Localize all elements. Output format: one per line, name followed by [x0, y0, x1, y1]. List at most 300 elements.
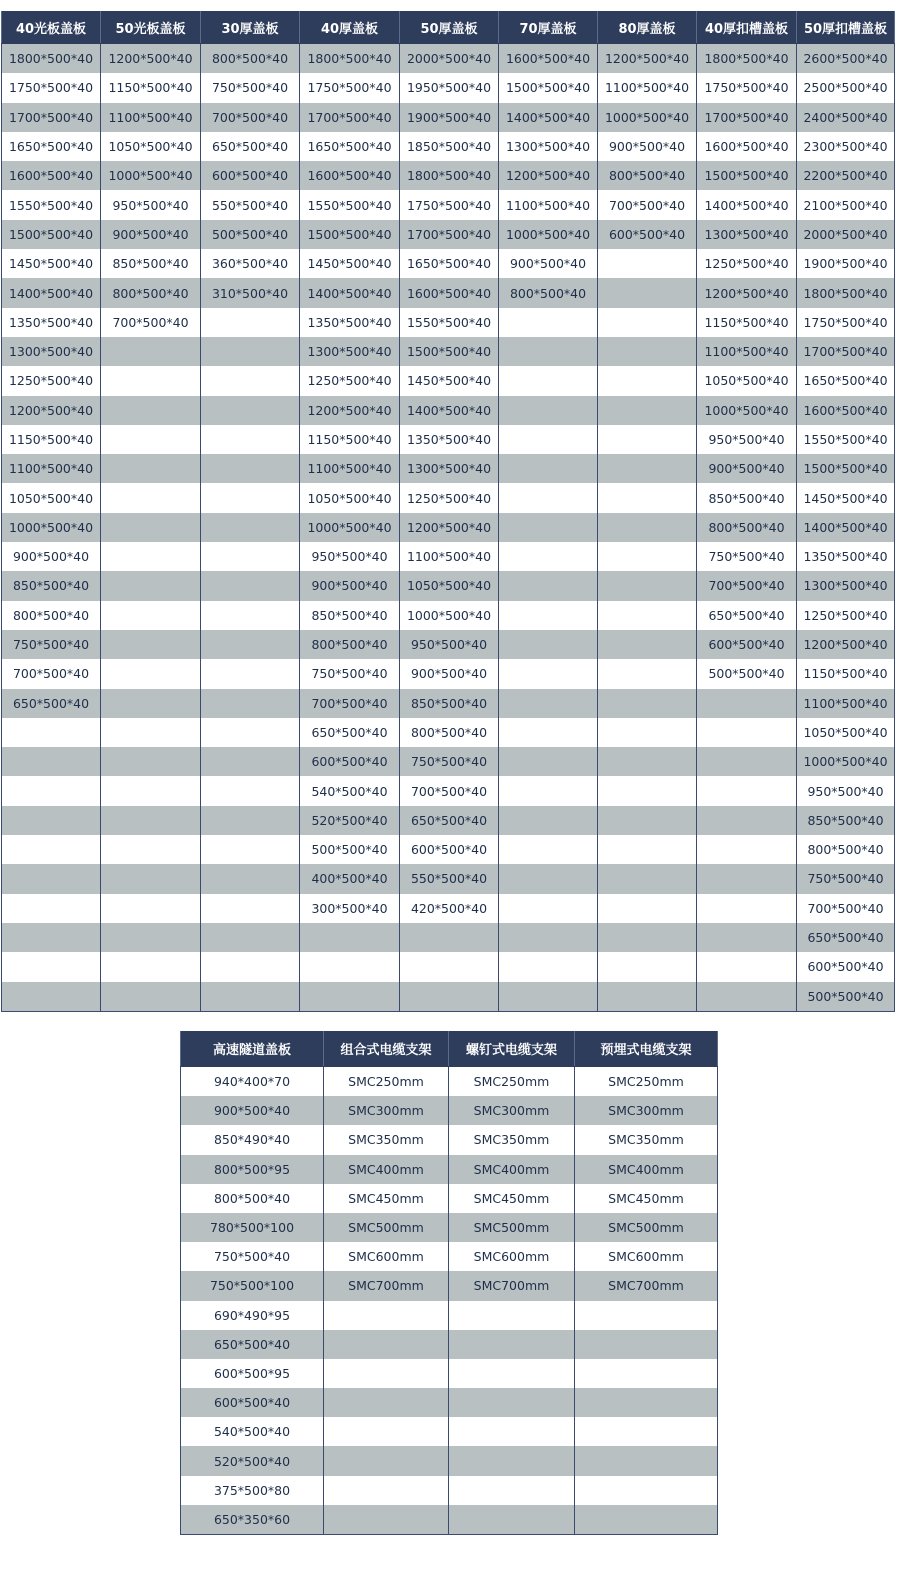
table-cell: 1200*500*40 [300, 396, 400, 425]
table-cell [2, 806, 101, 835]
table-cell: 1450*500*40 [300, 249, 400, 278]
table-cell [598, 425, 697, 454]
table-cell: 1400*500*40 [697, 190, 797, 219]
table-row [2, 571, 895, 600]
table-row [2, 659, 895, 688]
table-header-row [2, 11, 895, 44]
table-row [181, 1067, 718, 1097]
table-cell: 800*500*40 [598, 161, 697, 190]
table-cell [499, 308, 598, 337]
table-row [181, 1184, 718, 1213]
table-cell: 1600*500*40 [499, 44, 598, 74]
table-cell [449, 1417, 575, 1446]
table-cell: 850*500*40 [400, 689, 499, 718]
table-cell: 600*500*95 [181, 1359, 324, 1388]
table-row [2, 337, 895, 366]
table-cell [2, 864, 101, 893]
table-cell [201, 571, 300, 600]
table-cell: 1050*500*40 [300, 483, 400, 512]
table-cell: SMC250mm [449, 1067, 575, 1097]
table-cell: 550*500*40 [400, 864, 499, 893]
table-cell: 1300*500*40 [2, 337, 101, 366]
table-cell: 1900*500*40 [400, 103, 499, 132]
table-cell: 1600*500*40 [697, 132, 797, 161]
table-cell: SMC400mm [324, 1155, 449, 1184]
table-cell [598, 835, 697, 864]
table-cell: 1250*500*40 [697, 249, 797, 278]
table-cell: 1800*500*40 [697, 44, 797, 74]
table-cell: 1650*500*40 [300, 132, 400, 161]
table-row [181, 1301, 718, 1330]
table-cell [2, 952, 101, 981]
table-cell [2, 923, 101, 952]
table-cell: 800*500*40 [797, 835, 895, 864]
table-cell: 1800*500*40 [400, 161, 499, 190]
column-header: 组合式电缆支架 [324, 1031, 449, 1067]
table-cell: 1100*500*40 [697, 337, 797, 366]
table-cell: 940*400*70 [181, 1067, 324, 1097]
table-cell: 700*500*40 [400, 776, 499, 805]
table-cell [201, 806, 300, 835]
table-cell: 850*500*40 [697, 483, 797, 512]
table-cell: 950*500*40 [101, 190, 201, 219]
column-header: 50厚盖板 [400, 11, 499, 44]
table-cell: 900*500*40 [598, 132, 697, 161]
table-row [181, 1213, 718, 1242]
table-row [181, 1271, 718, 1300]
table-cell: 500*500*40 [201, 220, 300, 249]
table-cell: SMC600mm [324, 1242, 449, 1271]
table-cell [499, 747, 598, 776]
table-cell: 650*500*40 [400, 806, 499, 835]
table-cell: SMC250mm [575, 1067, 718, 1097]
table-cell: 750*500*40 [2, 630, 101, 659]
table-cell [2, 776, 101, 805]
table-cell: 1100*500*40 [797, 689, 895, 718]
table-cell [201, 923, 300, 952]
table-row [2, 249, 895, 278]
table-row [181, 1476, 718, 1505]
table-cell [2, 894, 101, 923]
table-cell: 700*500*40 [300, 689, 400, 718]
table-cell [598, 894, 697, 923]
table-cell [499, 366, 598, 395]
table-cell: 1400*500*40 [400, 396, 499, 425]
cover-plate-spec-table [1, 11, 895, 1012]
table-cell [201, 513, 300, 542]
table-row [181, 1242, 718, 1271]
table-cell: 900*500*40 [2, 542, 101, 571]
table-cell: SMC350mm [324, 1125, 449, 1154]
table-cell [2, 718, 101, 747]
table-cell [101, 396, 201, 425]
table-cell [499, 982, 598, 1012]
table-cell [101, 776, 201, 805]
table-cell: 1300*500*40 [697, 220, 797, 249]
table-cell [201, 659, 300, 688]
table-cell: SMC300mm [575, 1096, 718, 1125]
table-cell [101, 982, 201, 1012]
table-cell: 1400*500*40 [797, 513, 895, 542]
table-cell [300, 923, 400, 952]
table-cell [598, 806, 697, 835]
table-cell [598, 396, 697, 425]
table-cell: 900*500*40 [400, 659, 499, 688]
table-cell: 1200*500*40 [499, 161, 598, 190]
table-cell: 800*500*40 [400, 718, 499, 747]
table-cell [598, 747, 697, 776]
table-cell: 750*500*100 [181, 1271, 324, 1300]
table-cell: 1200*500*40 [598, 44, 697, 74]
table-cell: 2200*500*40 [797, 161, 895, 190]
table-cell: 700*500*40 [598, 190, 697, 219]
table-row [2, 601, 895, 630]
table-cell: 500*500*40 [797, 982, 895, 1012]
table-cell: 1600*500*40 [2, 161, 101, 190]
table-cell [2, 982, 101, 1012]
table-cell: 1750*500*40 [300, 73, 400, 102]
table-cell: 375*500*80 [181, 1476, 324, 1505]
column-header: 螺钉式电缆支架 [449, 1031, 575, 1067]
table-cell: 650*350*60 [181, 1505, 324, 1535]
table-cell: 1300*500*40 [300, 337, 400, 366]
table-cell [449, 1505, 575, 1535]
table-cell: 1100*500*40 [101, 103, 201, 132]
table-cell [101, 835, 201, 864]
table-cell [101, 601, 201, 630]
table-cell [499, 454, 598, 483]
table-cell: 1250*500*40 [797, 601, 895, 630]
table-cell [575, 1446, 718, 1475]
table-cell [499, 806, 598, 835]
table-cell [697, 923, 797, 952]
table-row [181, 1155, 718, 1184]
table-row [2, 190, 895, 219]
table-cell [2, 835, 101, 864]
table-cell: 950*500*40 [400, 630, 499, 659]
table-cell [598, 513, 697, 542]
table-body [2, 44, 895, 1012]
table-cell [201, 454, 300, 483]
table-cell [499, 571, 598, 600]
column-header: 50光板盖板 [101, 11, 201, 44]
column-header: 80厚盖板 [598, 11, 697, 44]
table-row [181, 1330, 718, 1359]
table-cell: 1500*500*40 [400, 337, 499, 366]
table-cell: SMC450mm [575, 1184, 718, 1213]
table-cell [101, 542, 201, 571]
table-cell: 1350*500*40 [400, 425, 499, 454]
table-cell: 2500*500*40 [797, 73, 895, 102]
table-cell [499, 630, 598, 659]
table-cell: 780*500*100 [181, 1213, 324, 1242]
table-cell [101, 483, 201, 512]
table-cell: 1500*500*40 [697, 161, 797, 190]
table-cell [101, 513, 201, 542]
table-cell: 750*500*40 [400, 747, 499, 776]
table-cell [575, 1359, 718, 1388]
table-row [2, 220, 895, 249]
table-cell: 850*500*40 [101, 249, 201, 278]
table-cell: 550*500*40 [201, 190, 300, 219]
table-cell: SMC700mm [324, 1271, 449, 1300]
table-cell: 600*500*40 [201, 161, 300, 190]
table-cell: 800*500*40 [2, 601, 101, 630]
column-header: 40光板盖板 [2, 11, 101, 44]
table-cell [499, 923, 598, 952]
table-row [181, 1359, 718, 1388]
table-cell [598, 337, 697, 366]
table-cell [449, 1301, 575, 1330]
table-cell [499, 542, 598, 571]
column-header: 50厚扣槽盖板 [797, 11, 895, 44]
table-row [2, 747, 895, 776]
table-cell: 1000*500*40 [400, 601, 499, 630]
table-cell [499, 776, 598, 805]
table-cell: 1150*500*40 [2, 425, 101, 454]
table-cell: 1500*500*40 [499, 73, 598, 102]
table-cell: SMC700mm [449, 1271, 575, 1300]
table-cell [201, 425, 300, 454]
table-cell: 1050*500*40 [2, 483, 101, 512]
table-cell [499, 425, 598, 454]
table-cell: 1050*500*40 [797, 718, 895, 747]
table-row [2, 864, 895, 893]
table-cell: SMC300mm [324, 1096, 449, 1125]
table-row [2, 396, 895, 425]
table-cell: 800*500*40 [201, 44, 300, 74]
table-cell [598, 659, 697, 688]
table-cell [499, 513, 598, 542]
table-cell [499, 396, 598, 425]
table-cell: 1550*500*40 [2, 190, 101, 219]
table-cell [499, 659, 598, 688]
table-cell [101, 366, 201, 395]
table-cell: 1800*500*40 [300, 44, 400, 74]
table-cell: 2100*500*40 [797, 190, 895, 219]
table-cell [400, 982, 499, 1012]
table-cell: 850*490*40 [181, 1125, 324, 1154]
table-cell: 950*500*40 [697, 425, 797, 454]
table-cell [575, 1330, 718, 1359]
table-cell [101, 630, 201, 659]
table-row [181, 1417, 718, 1446]
table-cell: 1000*500*40 [300, 513, 400, 542]
table-cell: 1000*500*40 [598, 103, 697, 132]
table-cell [697, 864, 797, 893]
table-cell: 1150*500*40 [101, 73, 201, 102]
table-cell [400, 923, 499, 952]
table-cell: 1400*500*40 [300, 278, 400, 307]
table-cell [697, 689, 797, 718]
table-cell [324, 1446, 449, 1475]
table-cell [697, 776, 797, 805]
table-cell [575, 1301, 718, 1330]
table-cell: 850*500*40 [797, 806, 895, 835]
table-cell [201, 747, 300, 776]
table-cell: SMC300mm [449, 1096, 575, 1125]
table-cell: 1400*500*40 [2, 278, 101, 307]
table-cell [101, 806, 201, 835]
table-row [2, 689, 895, 718]
table-cell: 650*500*40 [797, 923, 895, 952]
table-cell [201, 835, 300, 864]
table-cell [598, 483, 697, 512]
table-cell: 1700*500*40 [2, 103, 101, 132]
table-cell [575, 1388, 718, 1417]
table-cell: 1250*500*40 [400, 483, 499, 512]
table-body [181, 1067, 718, 1535]
table-cell: 800*500*40 [101, 278, 201, 307]
table-cell [697, 982, 797, 1012]
table-cell [324, 1330, 449, 1359]
table-cell: 300*500*40 [300, 894, 400, 923]
table-cell: SMC350mm [575, 1125, 718, 1154]
table-cell: 750*500*40 [697, 542, 797, 571]
table-cell [300, 982, 400, 1012]
table-row [181, 1446, 718, 1475]
table-cell [101, 454, 201, 483]
table-header-row [181, 1031, 718, 1067]
table-cell: 1200*500*40 [797, 630, 895, 659]
table-row [181, 1505, 718, 1535]
table-cell [499, 894, 598, 923]
table-cell: 520*500*40 [300, 806, 400, 835]
table-cell: 900*500*40 [300, 571, 400, 600]
table-cell: 900*500*40 [499, 249, 598, 278]
table-cell: 800*500*95 [181, 1155, 324, 1184]
table-cell: 700*500*40 [2, 659, 101, 688]
table-cell: 310*500*40 [201, 278, 300, 307]
table-cell: 1100*500*40 [499, 190, 598, 219]
table-cell: 1600*500*40 [797, 396, 895, 425]
table-cell: 2300*500*40 [797, 132, 895, 161]
table-cell: 1200*500*40 [101, 44, 201, 74]
table-cell [201, 952, 300, 981]
table-cell [499, 337, 598, 366]
table-cell [201, 366, 300, 395]
table-cell: SMC700mm [575, 1271, 718, 1300]
table-cell [324, 1505, 449, 1535]
table-cell [101, 864, 201, 893]
table-cell [697, 835, 797, 864]
table-cell: SMC350mm [449, 1125, 575, 1154]
table-cell: 1200*500*40 [400, 513, 499, 542]
table-cell: 1200*500*40 [697, 278, 797, 307]
table-cell: 700*500*40 [201, 103, 300, 132]
table-cell: 1350*500*40 [300, 308, 400, 337]
table-cell: 800*500*40 [181, 1184, 324, 1213]
table-cell [598, 923, 697, 952]
table-cell [2, 747, 101, 776]
table-cell [201, 483, 300, 512]
table-row [2, 73, 895, 102]
table-cell: 1600*500*40 [300, 161, 400, 190]
table-cell: SMC400mm [449, 1155, 575, 1184]
table-row [2, 718, 895, 747]
table-cell [499, 864, 598, 893]
table-cell [400, 952, 499, 981]
table-cell: 1400*500*40 [499, 103, 598, 132]
table-cell: 1250*500*40 [2, 366, 101, 395]
column-header: 40厚盖板 [300, 11, 400, 44]
table-cell: 750*500*40 [201, 73, 300, 102]
table-cell [101, 425, 201, 454]
table-cell: 1000*500*40 [697, 396, 797, 425]
table-cell: 1950*500*40 [400, 73, 499, 102]
table-cell: 900*500*40 [181, 1096, 324, 1125]
table-cell: 1300*500*40 [797, 571, 895, 600]
table-cell: 2600*500*40 [797, 44, 895, 74]
table-cell: 950*500*40 [797, 776, 895, 805]
table-cell [201, 982, 300, 1012]
table-cell [598, 454, 697, 483]
table-cell [598, 718, 697, 747]
table-cell: 700*500*40 [101, 308, 201, 337]
table-cell: 1750*500*40 [2, 73, 101, 102]
table-cell [201, 718, 300, 747]
table-cell: 1100*500*40 [300, 454, 400, 483]
table-cell [598, 308, 697, 337]
table-cell: 1550*500*40 [400, 308, 499, 337]
table-cell [201, 542, 300, 571]
table-cell: 1050*500*40 [697, 366, 797, 395]
table-cell: 600*500*40 [697, 630, 797, 659]
table-cell [101, 923, 201, 952]
table-cell: 1250*500*40 [300, 366, 400, 395]
column-header: 30厚盖板 [201, 11, 300, 44]
column-header: 高速隧道盖板 [181, 1031, 324, 1067]
table-cell [201, 308, 300, 337]
table-cell: 1100*500*40 [598, 73, 697, 102]
table-cell: 950*500*40 [300, 542, 400, 571]
table-cell: 360*500*40 [201, 249, 300, 278]
table-cell: SMC450mm [324, 1184, 449, 1213]
table-row [2, 776, 895, 805]
table-cell [449, 1388, 575, 1417]
table-cell: 400*500*40 [300, 864, 400, 893]
table-cell [101, 894, 201, 923]
table-cell [598, 601, 697, 630]
table-row [2, 454, 895, 483]
table-row [2, 513, 895, 542]
table-cell: 1900*500*40 [797, 249, 895, 278]
table-cell: 1450*500*40 [400, 366, 499, 395]
table-cell [575, 1476, 718, 1505]
table-cell: 800*500*40 [300, 630, 400, 659]
table-cell [300, 952, 400, 981]
table-cell [598, 776, 697, 805]
table-cell: 1000*500*40 [2, 513, 101, 542]
table-cell [449, 1446, 575, 1475]
table-cell: 1650*500*40 [400, 249, 499, 278]
table-cell: 850*500*40 [300, 601, 400, 630]
table-cell: 850*500*40 [2, 571, 101, 600]
table-cell [101, 747, 201, 776]
table-cell: 900*500*40 [101, 220, 201, 249]
table-cell: 540*500*40 [300, 776, 400, 805]
table-cell: 1200*500*40 [2, 396, 101, 425]
table-cell [201, 337, 300, 366]
table-cell [201, 776, 300, 805]
table-cell: 2000*500*40 [797, 220, 895, 249]
table-cell [201, 630, 300, 659]
table-cell: 1750*500*40 [797, 308, 895, 337]
table-cell [598, 278, 697, 307]
table-cell [201, 601, 300, 630]
table-cell: 1500*500*40 [797, 454, 895, 483]
table-cell [449, 1330, 575, 1359]
